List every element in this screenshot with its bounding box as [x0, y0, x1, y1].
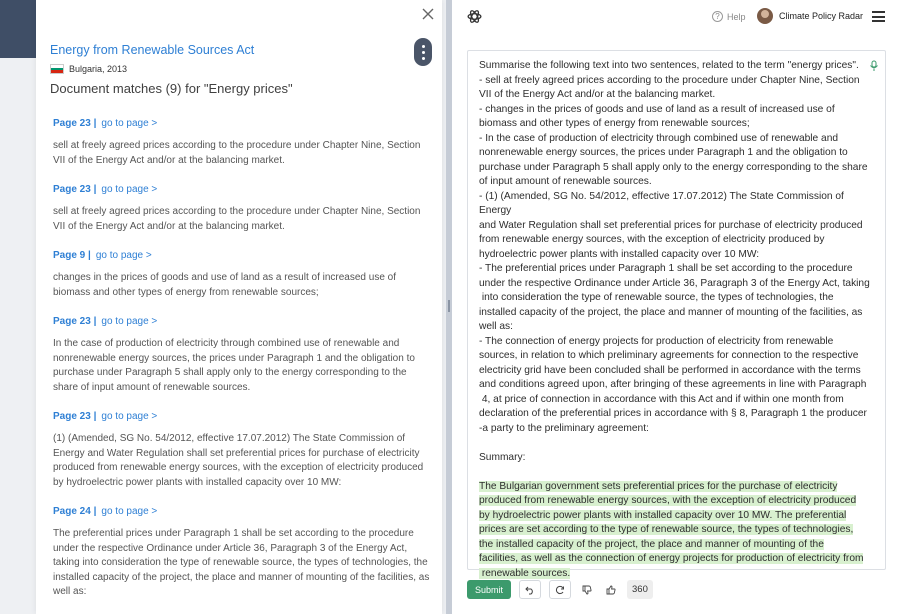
go-to-page-link[interactable]: go to page > [101, 118, 158, 129]
prompt-line: - changes in the prices of goods and use of land as a result of increased use of [479, 103, 835, 115]
go-to-page-link[interactable]: go to page > [101, 411, 158, 422]
result-snippet: In the case of production of electricity through combined use of renewable and nonrenewable energy sources, the prices under Paragraph 1 and the obligation to purchase under Paragraph 5 shall apply only to the energy corresponding to the share of input amount of renewable sources. [53, 338, 415, 393]
prompt-line [479, 465, 875, 480]
result-item [53, 411, 433, 490]
refresh-icon [555, 585, 565, 595]
prompt-line: - sell at freely agreed prices according to the procedure under Chapter Nine, Section [479, 74, 860, 86]
microphone-icon[interactable] [869, 60, 879, 72]
summary-line [479, 509, 875, 524]
org-switcher[interactable] [757, 8, 863, 24]
prompt-line: - The preferential prices under Paragraph 1 shall be set according to the procedure [479, 263, 853, 274]
result-page-number: Page 23 | [53, 184, 97, 195]
result-page-number: Page 23 | [53, 411, 97, 422]
undo-icon [525, 585, 535, 595]
result-page-number: Page 23 | [53, 316, 97, 327]
help-label: Help [727, 11, 746, 22]
summary-line [479, 538, 875, 553]
prompt-line: - (1) (Amended, SG No. 54/2012, effective 17.07.2012) The State Commission of Energy [479, 190, 847, 216]
bulgaria-flag-icon [50, 64, 64, 74]
document-meta [50, 64, 127, 74]
org-name: Climate Policy Radar [779, 11, 864, 21]
thumbs-down-icon [582, 585, 592, 595]
drag-handle-icon[interactable] [448, 300, 450, 312]
summary-line [479, 552, 875, 567]
document-country: Bulgaria, 2013 [69, 64, 128, 74]
prompt-line: purchase under Paragraph 5 shall apply only to the energy corresponding to the share [479, 161, 868, 173]
highlighted-summary-text: renewable sources. [479, 567, 571, 579]
highlighted-summary-text: facilities, as well as the connection of energy projects for production of electricity from [479, 553, 864, 564]
prompt-line: installed capacity of the project, the place and manner of mounting of the facilities, as [479, 306, 863, 318]
prompt-line: declaration of the preferential prices in accordance with § 8, Paragraph 1 the producer [479, 408, 867, 419]
thumbs-up-button[interactable] [603, 580, 619, 599]
result-header [53, 316, 433, 329]
result-header [53, 118, 433, 131]
highlighted-summary-text: by hydroelectric power plants with installed capacity over 10 MW. The preferential [479, 509, 847, 521]
result-item [53, 250, 433, 300]
result-page-number: Page 23 | [53, 118, 97, 129]
result-snippet: changes in the prices of goods and use of land as a result of increased use of biomass and other types of energy from renewable sources; [53, 272, 396, 298]
prompt-line: and Water Regulation shall set preferential prices for purchase of electricity produced [479, 219, 863, 231]
prompt-line: sources, in relation to which preliminary agreements for connection to the respective [479, 350, 859, 361]
result-snippet: The preferential prices under Paragraph 1 shall be set according to the procedure under the respective Ordinance under Article 36, Paragraph 3 of the Energy Act, taking into consideration the type of renewable source, the types of technologies, the installed capacity of the project, the place and manner of mounting of the facilities, as well as: [53, 528, 430, 597]
result-item [53, 184, 433, 234]
thumbs-up-icon [606, 585, 616, 595]
result-snippet: (1) (Amended, SG No. 54/2012, effective 17.07.2012) The State Commission of Energy and Water Regulation shall set preferential prices for purchase of electricity produced from renewable energy sources, with the exception of electricity produced by hydroelectric power plants with installed capacity over 10 MW: [53, 433, 424, 488]
avatar [757, 8, 773, 24]
regenerate-button[interactable] [549, 580, 571, 599]
prompt-line: Summarise the following text into two sentences, related to the term "energy prices". [479, 60, 859, 71]
prompt-textarea[interactable] [467, 50, 886, 579]
highlighted-summary-text: The Bulgarian government sets preferential prices for the purchase of electricity [479, 480, 838, 492]
token-count: 360 [627, 580, 653, 599]
go-to-page-link[interactable]: go to page > [101, 506, 158, 517]
prompt-line: of input amount of renewable sources. [479, 176, 652, 187]
highlighted-summary-text: the installed capacity of the project, the place and manner of mounting of the [479, 538, 824, 550]
summary-line [479, 567, 875, 582]
prompt-line: under the respective Ordinance under Article 36, Paragraph 3 of the Energy Act, taking [479, 277, 870, 289]
matches-heading: Document matches (9) for "Energy prices" [50, 81, 293, 96]
prompt-line: from renewable energy sources, with the exception of electricity produced by [479, 234, 825, 245]
result-snippet: sell at freely agreed prices according to the procedure under Chapter Nine, Section VII of the Energy Act and/or at the balancing market. [53, 140, 421, 166]
prompt-line: hydroelectric power plants with installed capacity over 10 MW: [479, 248, 760, 260]
prompt-line: nonrenewable energy sources, the prices under Paragraph 1 and the obligation to [479, 147, 848, 158]
more-options-icon[interactable] [414, 38, 432, 66]
prompt-line: VII of the Energy Act and/or at the balancing market. [479, 89, 716, 100]
document-title[interactable]: Energy from Renewable Sources Act [50, 43, 255, 57]
close-icon[interactable] [420, 6, 436, 22]
prompt-line: biomass and other types of energy from renewable sources; [479, 118, 750, 129]
go-to-page-link[interactable]: go to page > [101, 184, 158, 195]
prompt-line: and conditions agreed upon, after bringing of these agreements in line with Paragraph [479, 379, 867, 390]
prompt-line: electricity grid have been concluded shall be performed in accordance with the terms [479, 364, 861, 376]
top-bar [452, 0, 900, 34]
result-snippet: sell at freely agreed prices according to the procedure under Chapter Nine, Section VII of the Energy Act and/or at the balancing market. [53, 206, 421, 232]
result-header [53, 250, 433, 263]
result-item [53, 316, 433, 395]
highlighted-summary-text: produced from renewable energy sources, with the exception of electricity produced [479, 495, 857, 506]
result-header [53, 506, 433, 519]
action-bar [467, 580, 653, 599]
prompt-line: - In the case of production of electricity through combined use of renewable and [479, 132, 839, 144]
prompt-line: - The connection of energy projects for production of electricity from renewable [479, 335, 834, 347]
result-page-number: Page 9 | [53, 250, 91, 261]
prompt-panel [452, 0, 900, 614]
summary-line [479, 494, 875, 509]
prompt-line: into consideration the type of renewable source, the types of technologies, the [479, 292, 834, 303]
help-icon: ? [712, 11, 723, 22]
result-item [53, 118, 433, 168]
prompt-line: 4, at price of connection in accordance with this Act and if within one month from [479, 393, 844, 405]
result-header [53, 184, 433, 197]
highlighted-summary-text: prices are set according to the type of renewable source, the types of technologies, [479, 524, 854, 535]
prompt-line: Summary: [479, 451, 526, 463]
summary-line [479, 523, 875, 538]
result-page-number: Page 24 | [53, 506, 97, 517]
go-to-page-link[interactable]: go to page > [95, 250, 152, 261]
submit-button[interactable]: Submit [467, 580, 511, 599]
help-link[interactable] [712, 11, 746, 22]
hamburger-menu-icon[interactable] [872, 11, 885, 22]
prompt-line: well as: [479, 321, 513, 332]
summary-line [479, 480, 875, 495]
result-item [53, 506, 433, 600]
prompt-line: -a party to the preliminary agreement: [479, 422, 649, 434]
undo-button[interactable] [519, 580, 541, 599]
thumbs-down-button[interactable] [579, 580, 595, 599]
results-list [53, 118, 433, 614]
go-to-page-link[interactable]: go to page > [101, 316, 158, 327]
openai-logo-icon [466, 8, 483, 25]
prompt-line [479, 436, 875, 451]
document-panel [36, 0, 442, 614]
app-navbar [0, 0, 36, 58]
result-header [53, 411, 433, 424]
